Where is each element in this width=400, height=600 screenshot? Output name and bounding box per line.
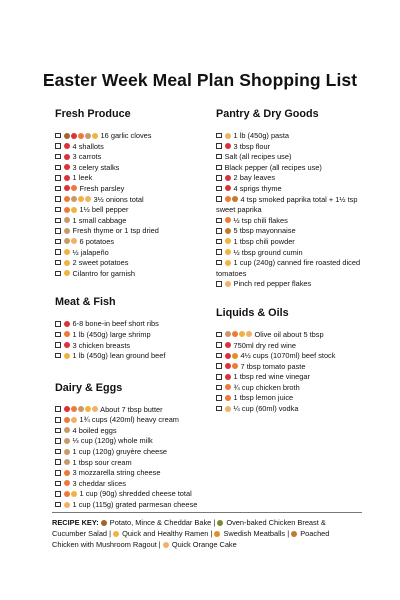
checkbox[interactable] (216, 363, 222, 369)
item-text: ¼ cup (60ml) vodka (231, 404, 299, 414)
checkbox[interactable] (216, 228, 222, 234)
item-text: Salt (all recipes use) (224, 152, 292, 162)
soup-icon (64, 228, 70, 234)
list-item (55, 216, 210, 227)
checkbox[interactable] (216, 332, 222, 338)
checkbox[interactable] (216, 143, 222, 149)
recipe-key-entry: Swedish Meatballs (221, 529, 286, 538)
checkbox[interactable] (55, 228, 61, 234)
cake-icon (163, 542, 169, 548)
shrimp-icon (64, 331, 70, 337)
checkbox[interactable] (216, 249, 222, 255)
cake-icon (225, 133, 231, 139)
list-item (55, 415, 210, 426)
list-item (216, 163, 366, 174)
list-item (55, 269, 210, 280)
item-text: ½ tbsp ground cumin (231, 247, 303, 257)
item-text: 4 sprigs thyme (231, 183, 282, 193)
shrimp-icon (71, 185, 77, 191)
item-text: Pinch red pepper flakes (231, 279, 312, 289)
recipe-key-entry: Quick Orange Cake (169, 540, 237, 549)
pantry-list (216, 131, 366, 290)
list-item (55, 173, 210, 184)
list-item (55, 436, 210, 447)
checkbox[interactable] (216, 154, 222, 160)
item-text: Olive oil about 5 tbsp (252, 329, 324, 339)
item-text: 1 tbsp lemon juice (231, 393, 294, 403)
recipe-key-entry: Potato, Mince & Cheddar Bake (107, 518, 212, 527)
checkbox[interactable] (55, 449, 61, 455)
soup-icon (64, 217, 70, 223)
list-item (55, 447, 210, 458)
item-text: 3 carrots (70, 152, 102, 162)
checkbox[interactable] (216, 353, 222, 359)
ramen-icon (113, 531, 119, 537)
liquids-list (216, 330, 366, 415)
meat-fish-list (55, 319, 210, 361)
mince-icon (64, 143, 70, 149)
potato-icon (64, 133, 70, 139)
recipe-key-entry: Oven-baked Chicken Breast & Cucumber Salad (52, 518, 326, 538)
item-text: 3½ onions total (91, 194, 144, 204)
list-item (216, 330, 366, 341)
checkbox[interactable] (55, 260, 61, 266)
list-item (216, 131, 366, 142)
checkbox[interactable] (216, 239, 222, 245)
ramen-icon (71, 491, 77, 497)
item-text: About 7 tbsp butter (98, 404, 163, 414)
checkbox[interactable] (55, 186, 61, 192)
ramen-icon (78, 196, 84, 202)
list-item (55, 205, 210, 216)
potato-icon (101, 520, 107, 526)
shrimp-icon (71, 406, 77, 412)
ramen-icon (225, 249, 231, 255)
swedish-icon (232, 353, 238, 359)
checkbox[interactable] (55, 438, 61, 444)
mince-icon (64, 342, 70, 348)
item-text: ½ tsp chili flakes (231, 215, 288, 225)
soup-icon (78, 406, 84, 412)
mince-icon (225, 143, 231, 149)
divider-line (52, 512, 362, 513)
shrimp-icon (225, 217, 231, 223)
cake-icon (64, 502, 70, 508)
chicken-icon (232, 196, 238, 202)
item-text: Black pepper (all recipes use) (224, 162, 322, 172)
checkbox[interactable] (55, 207, 61, 213)
checkbox[interactable] (216, 260, 222, 266)
item-text: 4 boiled eggs (70, 425, 117, 435)
list-item (216, 372, 366, 383)
list-item (216, 142, 366, 153)
item-text: 1 cup (240g) canned fire roasted diced tomatoes (216, 258, 361, 278)
item-text: 1 lb (450g) pasta (231, 131, 290, 140)
list-item (55, 142, 210, 153)
shrimp-icon (64, 207, 70, 213)
list-item (55, 248, 210, 259)
list-item (216, 173, 366, 184)
list-item (55, 131, 210, 142)
item-text: 1 cup (120g) gruyère cheese (70, 447, 168, 457)
ramen-icon (92, 133, 98, 139)
checkbox[interactable] (55, 481, 61, 487)
mince-icon (64, 406, 70, 412)
page-title: Easter Week Meal Plan Shopping List (42, 70, 358, 90)
checkbox[interactable] (216, 218, 222, 224)
checkbox[interactable] (55, 459, 61, 465)
chicken-icon (225, 228, 231, 234)
recipe-key-entries: Potato, Mince & Cheddar Bake | Oven-baked Chicken Breast & Cucumber Salad | Quick and Healthy Ramen | Swedish Meatballs | Poached Chicken with Mushroom Ragout | Quick Orange Cake (52, 518, 330, 549)
shrimp-icon (78, 133, 84, 139)
shrimp-icon (64, 470, 70, 476)
list-item (55, 163, 210, 174)
list-item (55, 184, 210, 195)
shrimp-icon (225, 384, 231, 390)
list-item (55, 226, 210, 237)
list-item (216, 351, 366, 362)
checkbox[interactable] (55, 165, 61, 171)
shrimp-icon (64, 480, 70, 486)
cake-icon (85, 196, 91, 202)
mince-icon (64, 185, 70, 191)
cake-icon (225, 406, 231, 412)
section-heading-meat-fish: Meat & Fish (55, 296, 116, 309)
item-text: 1½ bell pepper (77, 205, 129, 215)
list-item (216, 248, 366, 259)
shrimp-icon (225, 196, 231, 202)
item-text: 5 tbsp mayonnaise (231, 226, 296, 236)
mince-icon (64, 175, 70, 181)
checkbox[interactable] (55, 491, 61, 497)
list-item (216, 393, 366, 404)
checkbox[interactable] (216, 165, 222, 171)
checkbox[interactable] (216, 395, 222, 401)
soup-icon (225, 331, 231, 337)
soup-icon (85, 133, 91, 139)
checkbox[interactable] (55, 502, 61, 508)
list-item (216, 216, 366, 227)
item-text: 3 mozzarella string cheese (70, 468, 161, 478)
cake-icon (71, 238, 77, 244)
checkbox[interactable] (55, 249, 61, 255)
item-text: 1 cup (115g) grated parmesan cheese (70, 500, 198, 510)
section-heading-dairy-eggs: Dairy & Eggs (55, 381, 123, 394)
checkbox[interactable] (55, 133, 61, 139)
item-text: 16 garlic cloves (98, 131, 152, 140)
list-item (216, 237, 366, 248)
checkbox[interactable] (55, 321, 61, 327)
checkbox[interactable] (55, 428, 61, 434)
list-item (216, 152, 366, 163)
checkbox[interactable] (216, 186, 222, 192)
recipe-key-entry: Poached Chicken with Mushroom Ragout (52, 529, 330, 549)
item-text: Fresh thyme or 1 tsp dried (70, 226, 159, 236)
checkbox[interactable] (216, 196, 222, 202)
item-text: 1 tbsp sour cream (70, 457, 132, 467)
item-text: 3 tbsp flour (231, 141, 271, 151)
soup-icon (64, 438, 70, 444)
recipe-key-entry: Quick and Healthy Ramen (120, 529, 209, 538)
mince-icon (225, 363, 231, 369)
item-text: 1¾ cups (420ml) heavy cream (77, 415, 179, 425)
ramen-icon (225, 238, 231, 244)
item-text: 1 small cabbage (70, 215, 127, 225)
checkbox[interactable] (216, 133, 222, 139)
cake-icon (246, 331, 252, 337)
mince-icon (225, 342, 231, 348)
checkbox[interactable] (216, 406, 222, 412)
salad-icon (217, 520, 223, 526)
item-text: 3 celery stalks (70, 162, 120, 172)
checkbox[interactable] (55, 332, 61, 338)
list-item (55, 258, 210, 269)
ramen-icon (85, 406, 91, 412)
checkbox[interactable] (55, 271, 61, 277)
list-item (55, 479, 210, 490)
shrimp-icon (225, 395, 231, 401)
checkbox[interactable] (216, 385, 222, 391)
cake-icon (92, 406, 98, 412)
list-item (55, 152, 210, 163)
list-item (216, 279, 366, 290)
soup-icon (71, 196, 77, 202)
checkbox[interactable] (55, 218, 61, 224)
recipe-key (52, 517, 357, 550)
list-item (55, 489, 210, 500)
checkbox[interactable] (55, 175, 61, 181)
soup-icon (64, 449, 70, 455)
soup-icon (64, 459, 70, 465)
item-text: 2 sweet potatoes (70, 258, 129, 268)
swedish-icon (214, 531, 220, 537)
right-column (216, 108, 366, 415)
list-item (55, 500, 210, 511)
list-item (55, 330, 210, 341)
list-item (216, 184, 366, 195)
soup-icon (64, 238, 70, 244)
list-item (55, 426, 210, 437)
checkbox[interactable] (216, 374, 222, 380)
mince-icon (64, 321, 70, 327)
list-item (216, 195, 366, 216)
cake-icon (225, 281, 231, 287)
soup-icon (64, 427, 70, 433)
list-item (55, 351, 210, 362)
item-text: 1 tbsp red wine vinegar (231, 372, 310, 382)
recipe-key-label: RECIPE KEY: (52, 518, 99, 527)
checkbox[interactable] (55, 239, 61, 245)
item-text: 4 tsp smoked paprika total + 1½ tsp sweet paprika (216, 194, 358, 215)
section-heading-fresh-produce: Fresh Produce (55, 108, 131, 120)
list-item (55, 458, 210, 469)
checkbox[interactable] (55, 143, 61, 149)
checkbox[interactable] (216, 281, 222, 287)
item-text: 3 chicken breasts (70, 340, 131, 350)
list-item (55, 341, 210, 352)
checkbox[interactable] (216, 342, 222, 348)
item-text: 3 cheddar slices (70, 478, 126, 488)
list-item (55, 468, 210, 479)
checkbox[interactable] (55, 406, 61, 412)
section-heading-liquids: Liquids & Oils (216, 306, 289, 319)
item-text: 2 bay leaves (231, 173, 276, 183)
ramen-icon (225, 260, 231, 266)
checkbox[interactable] (55, 154, 61, 160)
item-text: 1 lb (450g) lean ground beef (70, 351, 166, 361)
item-text: 4 shallots (70, 141, 104, 151)
item-text: ⅓ cup (120g) whole milk (70, 436, 153, 446)
item-text: 4½ cups (1070ml) beef stock (238, 351, 336, 361)
ramen-icon (64, 353, 70, 359)
shrimp-icon (64, 417, 70, 423)
item-text: 7 tbsp tomato paste (238, 361, 306, 371)
item-text: ½ jalapeño (70, 247, 109, 257)
item-text: 6 potatoes (77, 236, 115, 246)
list-item (55, 195, 210, 206)
ramen-icon (64, 270, 70, 276)
chicken-icon (291, 531, 297, 537)
mince-icon (225, 374, 231, 380)
ramen-icon (239, 331, 245, 337)
checkbox[interactable] (216, 175, 222, 181)
item-text: Cilantro for garnish (70, 268, 135, 278)
cake-icon (71, 417, 77, 423)
checkbox[interactable] (55, 196, 61, 202)
list-item (55, 405, 210, 416)
item-text: 750ml dry red wine (231, 340, 296, 350)
shrimp-icon (64, 491, 70, 497)
list-item (216, 226, 366, 237)
dairy-eggs-list (55, 405, 210, 511)
mince-icon (225, 353, 231, 359)
list-item (216, 341, 366, 352)
checkbox[interactable] (55, 353, 61, 359)
mince-icon (64, 164, 70, 170)
item-text: 1 tbsp chili powder (231, 236, 295, 246)
mince-icon (71, 133, 77, 139)
checkbox[interactable] (55, 417, 61, 423)
mince-icon (64, 154, 70, 160)
shrimp-icon (232, 363, 238, 369)
list-item (55, 319, 210, 330)
list-item (216, 362, 366, 373)
list-item (216, 258, 366, 279)
list-item (216, 404, 366, 415)
item-text: 6-8 bone-in beef short ribs (70, 319, 159, 329)
item-text: ¾ cup chicken broth (231, 382, 300, 392)
item-text: 1 leek (70, 173, 93, 183)
ramen-icon (71, 207, 77, 213)
list-item (216, 383, 366, 394)
left-column (55, 108, 210, 511)
item-text: Fresh parsley (77, 183, 125, 193)
section-heading-pantry: Pantry & Dry Goods (216, 108, 319, 120)
checkbox[interactable] (55, 470, 61, 476)
item-text: 1 cup (90g) shredded cheese total (77, 489, 192, 499)
mince-icon (225, 185, 231, 191)
ramen-icon (64, 249, 70, 255)
list-item (55, 237, 210, 248)
mince-icon (225, 175, 231, 181)
fresh-produce-list (55, 131, 210, 279)
item-text: 1 lb (450g) large shrimp (70, 329, 151, 339)
shrimp-icon (232, 331, 238, 337)
shrimp-icon (64, 196, 70, 202)
checkbox[interactable] (55, 342, 61, 348)
ramen-icon (64, 260, 70, 266)
